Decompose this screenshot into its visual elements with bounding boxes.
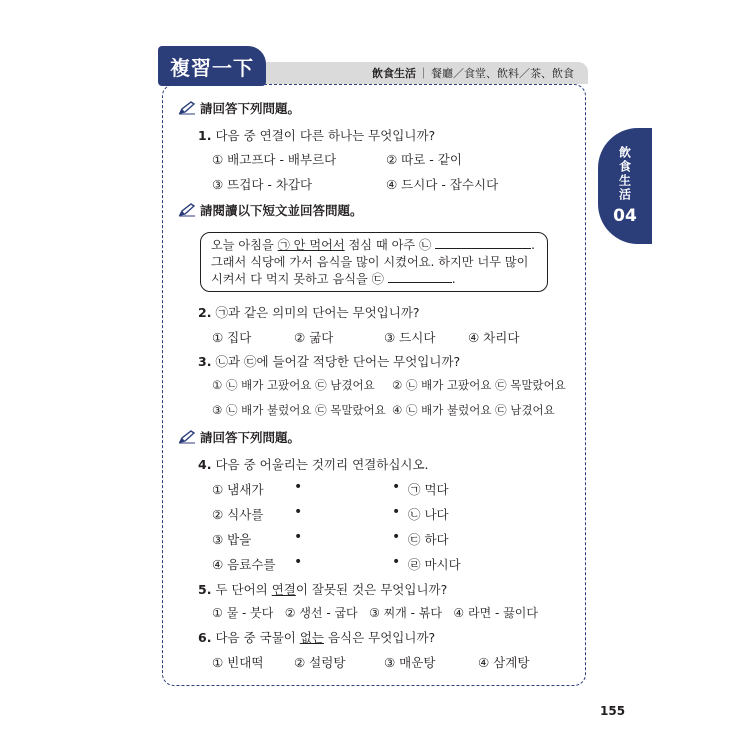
section-3-instruction (178, 428, 300, 446)
q1-option-2: ② 따로 - 같이 (386, 152, 462, 167)
question-emphasis: 없는 (299, 630, 324, 645)
q4-left-3: ③ 밥을 (212, 532, 252, 547)
passage-line-3 (211, 271, 537, 288)
chapter-label: 飲食生活 (617, 146, 632, 202)
q4-right-2: ㉡ 나다 (408, 507, 449, 522)
question-1 (198, 126, 435, 144)
question-emphasis: 연결 (271, 582, 296, 597)
question-number: 1. (198, 128, 212, 143)
match-dot-left[interactable]: • (294, 529, 303, 545)
topic-header (252, 62, 588, 84)
match-dot-right[interactable]: • (392, 554, 401, 570)
q3-option-3: ③ ㉡ 배가 불렀어요 ㉢ 목말랐어요 (212, 403, 386, 417)
question-number: 3. (198, 354, 212, 369)
reading-passage (200, 232, 548, 292)
question-text: 두 단어의 (215, 582, 272, 597)
match-dot-right[interactable]: • (392, 479, 401, 495)
match-dot-right[interactable]: • (392, 504, 401, 520)
q6-option-3: ③ 매운탕 (384, 655, 436, 670)
instruction-text: 請回答下列問題。 (200, 101, 301, 116)
q2-option-1: ① 집다 (212, 330, 252, 345)
chapter-side-tab (598, 128, 652, 244)
topic-subtopics: 餐廳／食堂、飲料／茶、飲食 (431, 67, 574, 80)
passage-text: 오늘 아침을 (211, 238, 278, 252)
blank-2 (435, 238, 531, 249)
q6-option-1: ① 빈대떡 (212, 655, 264, 670)
q4-right-4: ㉣ 마시다 (408, 557, 461, 572)
q1-option-3: ③ 뜨겁다 - 차갑다 (212, 177, 313, 192)
q4-left-1: ① 냄새가 (212, 482, 264, 497)
passage-line-1 (211, 237, 537, 254)
question-2 (198, 303, 420, 321)
q4-right-3: ㉢ 하다 (408, 532, 449, 547)
match-dot-left[interactable]: • (294, 554, 303, 570)
q6-option-2: ② 설렁탕 (294, 655, 346, 670)
question-text: 이 잘못된 것은 무엇입니까? (295, 582, 448, 597)
q4-left-2: ② 식사를 (212, 507, 264, 522)
blank-3 (388, 272, 452, 283)
passage-text: 시켜서 다 먹지 못하고 음식을 ㉢ (211, 272, 388, 286)
q1-option-1: ① 배고프다 - 배부르다 (212, 152, 337, 167)
match-dot-left[interactable]: • (294, 479, 303, 495)
question-text: 다음 중 어울리는 것끼리 연결하십시오. (215, 457, 429, 472)
section-1-instruction (178, 99, 300, 117)
pencil-icon (178, 203, 196, 217)
page-number: 155 (600, 704, 626, 718)
question-text: 다음 중 국물이 (215, 630, 300, 645)
question-number: 5. (198, 582, 212, 597)
pencil-icon (178, 430, 196, 444)
passage-period: . (531, 238, 535, 252)
q2-option-4: ④ 차리다 (468, 330, 520, 345)
question-text: ㉠과 같은 의미의 단어는 무엇입니까? (215, 305, 420, 320)
pencil-icon (178, 101, 196, 115)
question-4 (198, 455, 429, 473)
q3-option-4: ④ ㉡ 배가 불렀어요 ㉢ 남겼어요 (392, 403, 555, 417)
topic-separator: ｜ (418, 67, 429, 80)
question-number: 4. (198, 457, 212, 472)
q3-option-2: ② ㉡ 배가 고팠어요 ㉢ 목말랐어요 (392, 378, 566, 392)
question-text: 다음 중 연결이 다른 하나는 무엇입니까? (215, 128, 436, 143)
page-title: 複習一下 (158, 46, 266, 86)
match-dot-left[interactable]: • (294, 504, 303, 520)
q5-options: ① 물 - 붓다 ② 생선 - 굽다 ③ 찌개 - 볶다 ④ 라면 - 끓이다 (212, 606, 538, 620)
question-number: 6. (198, 630, 212, 645)
q6-option-4: ④ 삼계탕 (478, 655, 530, 670)
passage-underlined: ㉠ 안 먹어서 (277, 238, 345, 252)
q3-option-1: ① ㉡ 배가 고팠어요 ㉢ 남겼어요 (212, 378, 375, 392)
instruction-text: 請回答下列問題。 (200, 430, 301, 445)
passage-period: . (451, 272, 456, 286)
q4-left-4: ④ 음료수를 (212, 557, 276, 572)
q2-option-2: ② 굶다 (294, 330, 334, 345)
topic-category: 飲食生活 (372, 67, 416, 80)
question-5 (198, 580, 447, 598)
q2-option-3: ③ 드시다 (384, 330, 436, 345)
chapter-number: 04 (613, 206, 637, 226)
section-2-instruction (178, 201, 363, 219)
q1-option-4: ④ 드시다 - 잡수시다 (386, 177, 499, 192)
question-text: 음식은 무엇입니까? (323, 630, 436, 645)
match-dot-right[interactable]: • (392, 529, 401, 545)
question-6 (198, 628, 435, 646)
passage-text: 점심 때 아주 ㉡ (344, 238, 436, 252)
question-text: ㉡과 ㉢에 들어갈 적당한 단어는 무엇입니까? (215, 354, 461, 369)
question-number: 2. (198, 305, 212, 320)
instruction-text: 請閱讀以下短文並回答問題。 (200, 203, 363, 218)
q4-right-1: ㉠ 먹다 (408, 482, 449, 497)
question-3 (198, 352, 460, 370)
passage-line-2: 그래서 식당에 가서 음식을 많이 시켰어요. 하지만 너무 많이 (211, 255, 529, 269)
